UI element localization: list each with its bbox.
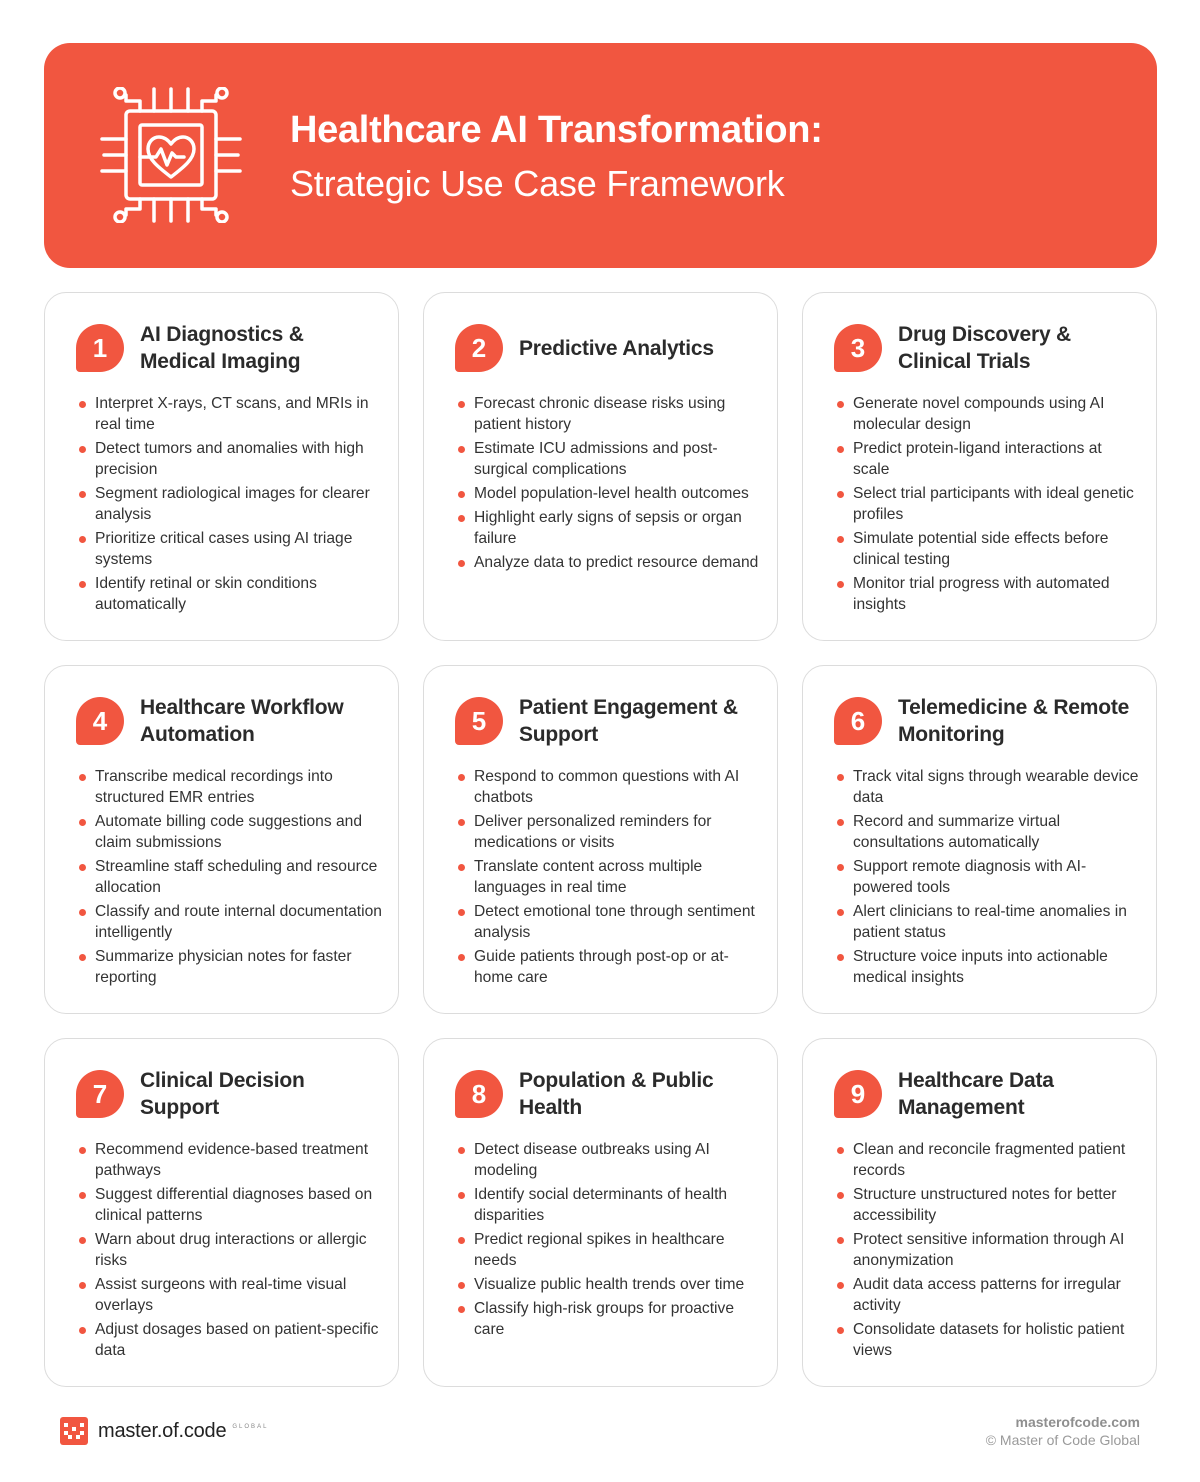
- list-item: [837, 1319, 1142, 1361]
- list-item: [79, 856, 384, 898]
- bullet-text: Recommend evidence-based treatment pathways: [95, 1141, 369, 1179]
- list-item: [458, 1229, 763, 1271]
- card-number-badge: 3: [834, 324, 882, 372]
- list-item: [458, 483, 763, 504]
- list-item: [458, 1298, 763, 1340]
- use-case-card: [423, 292, 778, 641]
- bullet-dot-icon: [79, 1237, 86, 1244]
- bullet-dot-icon: [79, 491, 86, 498]
- bullet-text: Audit data access patterns for irregular activity: [853, 1276, 1121, 1314]
- card-title: Patient Engagement & Support: [519, 696, 738, 746]
- list-item: [458, 811, 763, 853]
- bullet-dot-icon: [79, 954, 86, 961]
- list-item: [79, 573, 384, 615]
- bullet-text: Identify retinal or skin conditions automatically: [95, 575, 317, 613]
- use-case-card: [44, 1038, 399, 1387]
- list-item: [837, 901, 1142, 943]
- card-bullet-list: [458, 393, 763, 576]
- bullet-dot-icon: [79, 1147, 86, 1154]
- card-bullet-list: [837, 1139, 1142, 1364]
- list-item: [837, 946, 1142, 988]
- card-number-badge: 7: [76, 1070, 124, 1118]
- bullet-dot-icon: [79, 536, 86, 543]
- bullet-dot-icon: [458, 401, 465, 408]
- list-item: [837, 438, 1142, 480]
- bullet-text: Generate novel compounds using AI molecular design: [853, 395, 1105, 433]
- list-item: [458, 1184, 763, 1226]
- card-bullet-list: [79, 1139, 384, 1364]
- bullet-text: Clean and reconcile fragmented patient records: [853, 1141, 1126, 1179]
- list-item: [837, 811, 1142, 853]
- bullet-text: Protect sensitive information through AI anonymization: [853, 1231, 1125, 1269]
- list-item: [79, 1274, 384, 1316]
- bullet-text: Assist surgeons with real-time visual overlays: [95, 1276, 347, 1314]
- list-item: [79, 766, 384, 808]
- list-item: [837, 766, 1142, 808]
- list-item: [837, 573, 1142, 615]
- bullet-dot-icon: [458, 1282, 465, 1289]
- card-title: Population & Public Health: [519, 1069, 714, 1119]
- list-item: [458, 1274, 763, 1295]
- bullet-text: Structure voice inputs into actionable medical insights: [853, 948, 1108, 986]
- bullet-dot-icon: [458, 909, 465, 916]
- bullet-text: Classify high-risk groups for proactive care: [474, 1300, 734, 1338]
- list-item: [79, 811, 384, 853]
- bullet-dot-icon: [837, 536, 844, 543]
- bullet-text: Simulate potential side effects before clinical testing: [853, 530, 1109, 568]
- chip-heart-icon: [100, 87, 242, 223]
- use-case-card: [802, 292, 1157, 641]
- bullet-text: Automate billing code suggestions and claim submissions: [95, 813, 363, 851]
- bullet-text: Highlight early signs of sepsis or organ failure: [474, 509, 742, 547]
- bullet-dot-icon: [79, 446, 86, 453]
- card-title: Predictive Analytics: [519, 336, 714, 360]
- card-title: Clinical Decision Support: [140, 1069, 305, 1119]
- bullet-text: Respond to common questions with AI chatbots: [474, 768, 740, 806]
- list-item: [79, 1319, 384, 1361]
- bullet-dot-icon: [458, 515, 465, 522]
- bullet-dot-icon: [458, 560, 465, 567]
- brand-logo: [60, 1416, 268, 1446]
- bullet-text: Estimate ICU admissions and post-surgical complications: [474, 440, 718, 478]
- use-case-card: [423, 665, 778, 1014]
- list-item: [458, 1139, 763, 1181]
- use-case-card: [802, 665, 1157, 1014]
- bullet-dot-icon: [837, 774, 844, 781]
- bullet-text: Track vital signs through wearable device data: [853, 768, 1139, 806]
- master-of-code-logo-icon: [60, 1417, 88, 1445]
- bullet-text: Support remote diagnosis with AI-powered tools: [853, 858, 1087, 896]
- bullet-dot-icon: [79, 774, 86, 781]
- bullet-text: Record and summarize virtual consultations automatically: [853, 813, 1061, 851]
- bullet-dot-icon: [458, 1306, 465, 1313]
- list-item: [837, 856, 1142, 898]
- logo-text: master.of.code: [98, 1419, 227, 1442]
- list-item: [837, 1139, 1142, 1181]
- bullet-dot-icon: [837, 1282, 844, 1289]
- card-number-badge: 2: [455, 324, 503, 372]
- bullet-text: Classify and route internal documentation intelligently: [95, 903, 382, 941]
- bullet-dot-icon: [79, 1327, 86, 1334]
- bullet-dot-icon: [458, 954, 465, 961]
- bullet-text: Identify social determinants of health disparities: [474, 1186, 728, 1224]
- bullet-dot-icon: [837, 819, 844, 826]
- use-case-card: [44, 665, 399, 1014]
- card-bullet-list: [458, 1139, 763, 1343]
- card-bullet-list: [837, 393, 1142, 618]
- list-item: [79, 901, 384, 943]
- bullet-dot-icon: [79, 1192, 86, 1199]
- list-item: [79, 528, 384, 570]
- card-title: Drug Discovery & Clinical Trials: [898, 323, 1072, 373]
- card-bullet-list: [79, 393, 384, 618]
- bullet-text: Segment radiological images for clearer analysis: [95, 485, 370, 523]
- card-number-badge: 9: [834, 1070, 882, 1118]
- page-title: Healthcare AI Transformation:: [290, 109, 823, 151]
- list-item: [458, 438, 763, 480]
- bullet-dot-icon: [837, 1147, 844, 1154]
- card-title: AI Diagnostics & Medical Imaging: [140, 323, 304, 373]
- bullet-dot-icon: [79, 581, 86, 588]
- bullet-dot-icon: [458, 864, 465, 871]
- bullet-dot-icon: [837, 446, 844, 453]
- bullet-text: Summarize physician notes for faster reporting: [95, 948, 352, 986]
- bullet-dot-icon: [837, 954, 844, 961]
- bullet-text: Alert clinicians to real-time anomalies in patient status: [853, 903, 1127, 941]
- bullet-text: Detect emotional tone through sentiment analysis: [474, 903, 755, 941]
- list-item: [837, 1184, 1142, 1226]
- list-item: [79, 1184, 384, 1226]
- bullet-dot-icon: [837, 909, 844, 916]
- bullet-text: Translate content across multiple languages in real time: [474, 858, 703, 896]
- bullet-text: Guide patients through post-op or at-home care: [474, 948, 729, 986]
- bullet-dot-icon: [837, 1237, 844, 1244]
- bullet-dot-icon: [458, 1192, 465, 1199]
- bullet-text: Suggest differential diagnoses based on clinical patterns: [95, 1186, 373, 1224]
- list-item: [458, 393, 763, 435]
- bullet-dot-icon: [79, 819, 86, 826]
- card-bullet-list: [79, 766, 384, 991]
- page-subtitle: Strategic Use Case Framework: [290, 163, 785, 204]
- list-item: [79, 1229, 384, 1271]
- bullet-text: Visualize public health trends over time: [474, 1276, 745, 1293]
- bullet-text: Analyze data to predict resource demand: [474, 554, 759, 571]
- bullet-text: Forecast chronic disease risks using patient history: [474, 395, 726, 433]
- use-case-card: [44, 292, 399, 641]
- bullet-dot-icon: [458, 1237, 465, 1244]
- bullet-dot-icon: [458, 819, 465, 826]
- list-item: [837, 483, 1142, 525]
- bullet-text: Streamline staff scheduling and resource allocation: [95, 858, 378, 896]
- card-number-badge: 5: [455, 697, 503, 745]
- bullet-text: Deliver personalized reminders for medications or visits: [474, 813, 712, 851]
- bullet-dot-icon: [837, 1192, 844, 1199]
- card-number-badge: 4: [76, 697, 124, 745]
- card-bullet-list: [458, 766, 763, 991]
- list-item: [458, 901, 763, 943]
- bullet-dot-icon: [79, 1282, 86, 1289]
- list-item: [79, 483, 384, 525]
- list-item: [458, 946, 763, 988]
- footer-copyright: © Master of Code Global: [985, 1432, 1140, 1448]
- list-item: [837, 393, 1142, 435]
- bullet-dot-icon: [837, 491, 844, 498]
- list-item: [837, 1229, 1142, 1271]
- bullet-dot-icon: [837, 1327, 844, 1334]
- list-item: [79, 393, 384, 435]
- list-item: [837, 528, 1142, 570]
- bullet-dot-icon: [837, 401, 844, 408]
- bullet-text: Predict protein-ligand interactions at scale: [853, 440, 1102, 478]
- card-bullet-list: [837, 766, 1142, 991]
- footer-site-link[interactable]: masterofcode.com: [1015, 1414, 1140, 1430]
- bullet-dot-icon: [458, 774, 465, 781]
- list-item: [79, 946, 384, 988]
- use-case-card: [802, 1038, 1157, 1387]
- card-title: Healthcare Data Management: [898, 1069, 1054, 1119]
- list-item: [458, 856, 763, 898]
- card-number-badge: 8: [455, 1070, 503, 1118]
- bullet-dot-icon: [458, 1147, 465, 1154]
- bullet-text: Detect tumors and anomalies with high precision: [95, 440, 364, 478]
- list-item: [458, 766, 763, 808]
- bullet-text: Monitor trial progress with automated insights: [853, 575, 1110, 613]
- bullet-dot-icon: [837, 581, 844, 588]
- list-item: [79, 438, 384, 480]
- bullet-text: Transcribe medical recordings into structured EMR entries: [95, 768, 333, 806]
- use-case-grid: [44, 292, 1157, 1387]
- bullet-dot-icon: [79, 401, 86, 408]
- bullet-text: Predict regional spikes in healthcare needs: [474, 1231, 725, 1269]
- footer-credits: [986, 1413, 1140, 1449]
- header-banner: [44, 43, 1157, 268]
- bullet-dot-icon: [79, 864, 86, 871]
- card-number-badge: 1: [76, 324, 124, 372]
- bullet-dot-icon: [79, 909, 86, 916]
- card-number-badge: 6: [834, 697, 882, 745]
- bullet-text: Interpret X-rays, CT scans, and MRIs in real time: [95, 395, 369, 433]
- bullet-dot-icon: [458, 446, 465, 453]
- bullet-text: Detect disease outbreaks using AI modeling: [474, 1141, 710, 1179]
- card-title: Telemedicine & Remote Monitoring: [898, 696, 1130, 746]
- bullet-text: Model population-level health outcomes: [474, 485, 749, 502]
- bullet-text: Warn about drug interactions or allergic risks: [95, 1231, 367, 1269]
- list-item: [837, 1274, 1142, 1316]
- bullet-dot-icon: [458, 491, 465, 498]
- bullet-text: Consolidate datasets for holistic patient views: [853, 1321, 1125, 1359]
- bullet-text: Adjust dosages based on patient-specific data: [95, 1321, 379, 1359]
- list-item: [458, 507, 763, 549]
- use-case-card: [423, 1038, 778, 1387]
- bullet-text: Prioritize critical cases using AI triage systems: [95, 530, 353, 568]
- list-item: [79, 1139, 384, 1181]
- logo-subtext: GLOBAL: [232, 1424, 269, 1430]
- card-title: Healthcare Workflow Automation: [140, 696, 344, 746]
- bullet-text: Select trial participants with ideal genetic profiles: [853, 485, 1134, 523]
- list-item: [458, 552, 763, 573]
- bullet-text: Structure unstructured notes for better accessibility: [853, 1186, 1117, 1224]
- bullet-dot-icon: [837, 864, 844, 871]
